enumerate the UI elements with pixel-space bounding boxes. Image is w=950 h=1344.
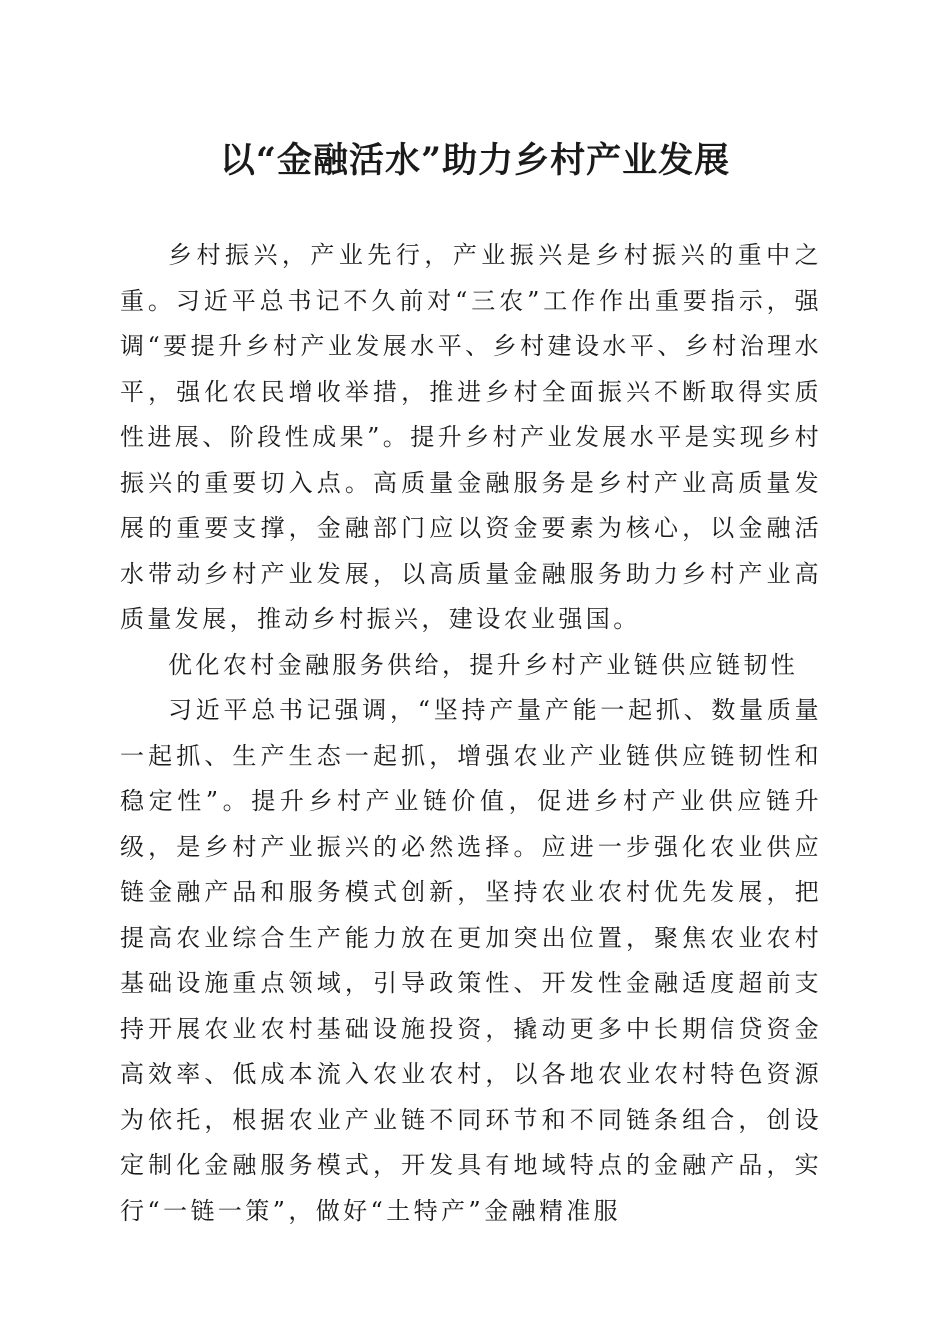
document-body bbox=[120, 233, 822, 1234]
paragraph-section-1: 习近平总书记强调，“坚持产量产能一起抓、数量质量一起抓、生产生态一起抓，增强农业产业链供应链韧性和稳定性”。提升乡村产业链价值，促进乡村产业供应链升级，是乡村产业振兴的必然选择。应进一步强化农业供应链金融产品和服务模式创新，坚持农业农村优先发展，把提高农业综合生产能力放在更加突出位置，聚焦农业农村基础设施重点领域，引导政策性、开发性金融适度超前支持开展农业农村基础设施投资，撬动更多中长期信贷资金高效率、低成本流入农业农村，以各地农业农村特色资源为依托，根据农业产业链不同环节和不同链条组合，创设定制化金融服务模式，开发具有地域特点的金融产品，实行“一链一策”，做好“土特产”金融精准服 bbox=[120, 696, 822, 1225]
document-title: 以“金融活水”助力乡村产业发展 bbox=[219, 140, 731, 181]
section-heading: 优化农村金融服务供给，提升乡村产业链供应链韧性 bbox=[168, 650, 799, 679]
paragraph-intro: 乡村振兴，产业先行，产业振兴是乡村振兴的重中之重。习近平总书记不久前对“三农”工作作出重要指示，强调“要提升乡村产业发展水平、乡村建设水平、乡村治理水平，强化农民增收举措，推进乡村全面振兴不断取得实质性进展、阶段性成果”。提升乡村产业发展水平是实现乡村振兴的重要切入点。高质量金融服务是乡村产业高质量发展的重要支撑，金融部门应以资金要素为核心，以金融活水带动乡村产业发展，以高质量金融服务助力乡村产业高质量发展，推动乡村振兴，建设农业强国。 bbox=[120, 241, 822, 633]
